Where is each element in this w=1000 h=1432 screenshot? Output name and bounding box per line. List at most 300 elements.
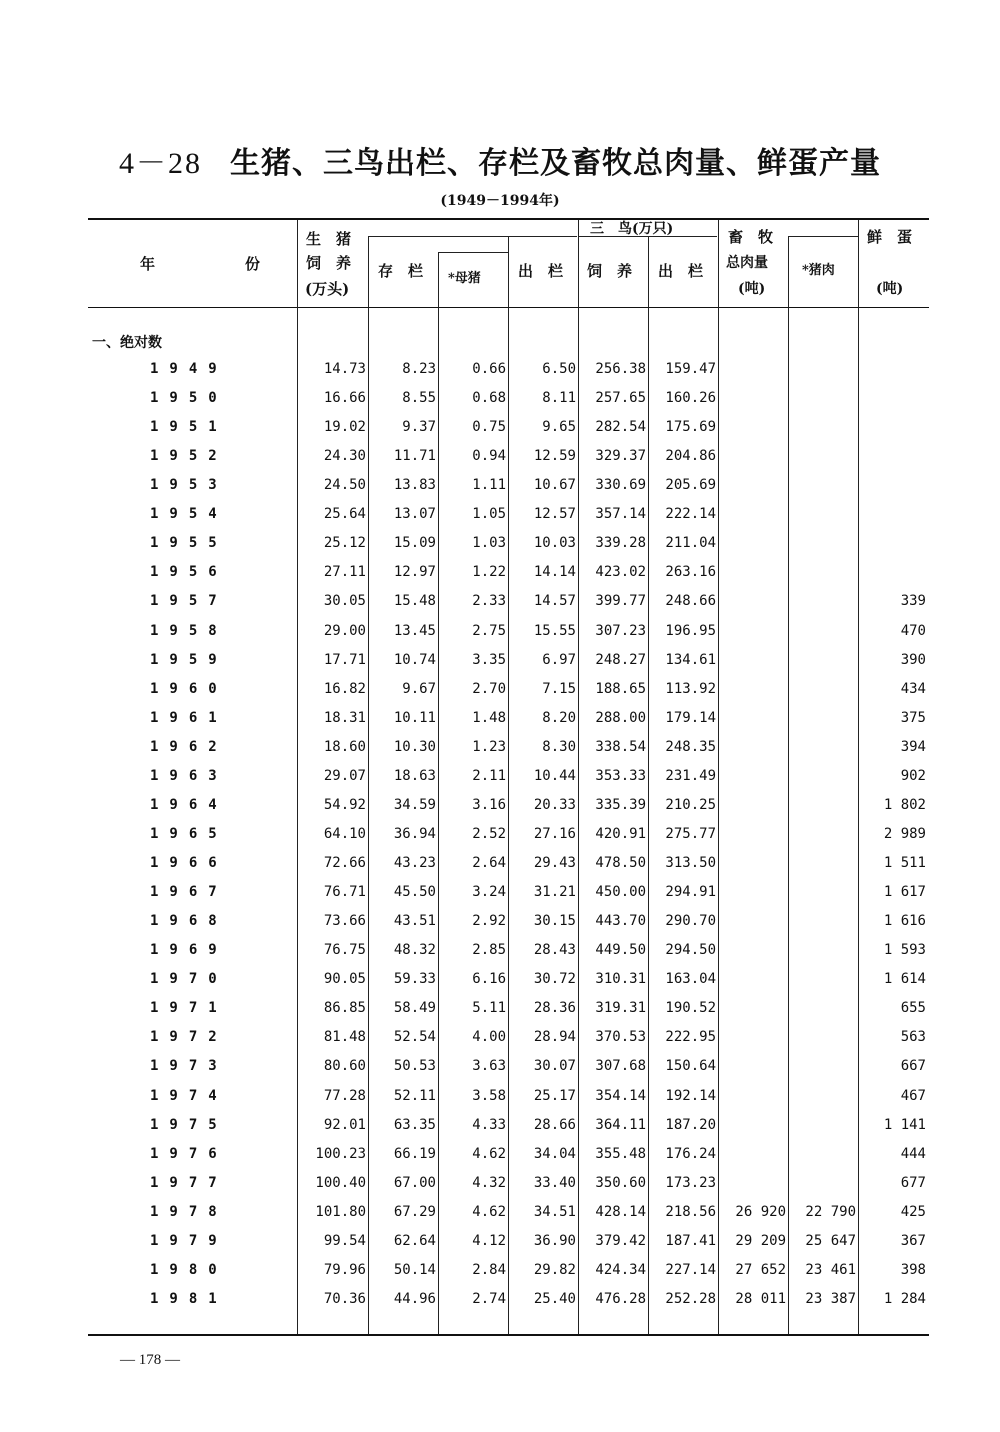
cell-egg: 390	[900, 652, 926, 668]
cell-bird-out: 248.35	[665, 739, 716, 755]
table-row	[0, 797, 1000, 826]
row-year: 1966	[150, 855, 228, 871]
table-row	[0, 593, 1000, 622]
cell-pig-feed: 70.36	[323, 1291, 366, 1307]
table-number: 4－28	[119, 147, 202, 180]
cell-sow: 2.52	[472, 826, 506, 842]
row-year: 1971	[150, 1000, 228, 1016]
cell-bird-feed: 450.00	[595, 884, 646, 900]
cell-pig-feed: 79.96	[323, 1262, 366, 1278]
cell-pig-stock: 67.00	[393, 1175, 436, 1191]
cell-pig-stock: 52.11	[393, 1088, 436, 1104]
cell-pig-feed: 90.05	[323, 971, 366, 987]
row-year: 1978	[150, 1204, 228, 1220]
header-rule-pig-sub	[368, 236, 577, 237]
table-row	[0, 739, 1000, 768]
cell-sow: 4.33	[472, 1117, 506, 1133]
cell-bird-feed: 350.60	[595, 1175, 646, 1191]
cell-pig-feed: 100.23	[315, 1146, 366, 1162]
table-row	[0, 419, 1000, 448]
row-year: 1959	[150, 652, 228, 668]
cell-pig-out: 28.66	[533, 1117, 576, 1133]
row-year: 1981	[150, 1291, 228, 1307]
header-rule-meat-sub	[788, 236, 858, 237]
cell-pig-feed: 54.92	[323, 797, 366, 813]
header-egg: 鲜 蛋	[867, 228, 913, 246]
cell-sow: 2.64	[472, 855, 506, 871]
cell-pig-stock: 48.32	[393, 942, 436, 958]
cell-pig-stock: 15.48	[393, 593, 436, 609]
cell-egg: 1 614	[883, 971, 926, 987]
cell-sow: 2.85	[472, 942, 506, 958]
cell-bird-out: 176.24	[665, 1146, 716, 1162]
cell-sow: 3.16	[472, 797, 506, 813]
cell-egg: 677	[900, 1175, 926, 1191]
row-year: 1979	[150, 1233, 228, 1249]
cell-bird-out: 187.41	[665, 1233, 716, 1249]
table-title: 生猪、三鸟出栏、存栏及畜牧总肉量、鲜蛋产量	[230, 146, 881, 181]
header-pig-stock: 存 栏	[378, 262, 424, 280]
cell-sow: 3.24	[472, 884, 506, 900]
cell-pork: 25 647	[805, 1233, 856, 1249]
year-range: (1949－1994年)	[440, 193, 560, 209]
table-row	[0, 1088, 1000, 1117]
cell-pig-out: 27.16	[533, 826, 576, 842]
row-year: 1952	[150, 448, 228, 464]
cell-sow: 1.05	[472, 506, 506, 522]
cell-bird-feed: 282.54	[595, 419, 646, 435]
cell-bird-feed: 355.48	[595, 1146, 646, 1162]
table-row	[0, 1058, 1000, 1087]
cell-pig-stock: 36.94	[393, 826, 436, 842]
cell-egg: 1 616	[883, 913, 926, 929]
table-row	[0, 1291, 1000, 1320]
cell-pig-feed: 100.40	[315, 1175, 366, 1191]
header-year: 年 份	[140, 255, 261, 273]
table-row	[0, 535, 1000, 564]
cell-pig-feed: 80.60	[323, 1058, 366, 1074]
cell-egg: 444	[900, 1146, 926, 1162]
table-row	[0, 971, 1000, 1000]
cell-bird-feed: 354.14	[595, 1088, 646, 1104]
row-year: 1968	[150, 913, 228, 929]
cell-pig-out: 29.82	[533, 1262, 576, 1278]
cell-bird-out: 218.56	[665, 1204, 716, 1220]
cell-egg: 1 802	[883, 797, 926, 813]
cell-pig-stock: 18.63	[393, 768, 436, 784]
cell-pig-out: 12.59	[533, 448, 576, 464]
cell-bird-feed: 364.11	[595, 1117, 646, 1133]
cell-pig-out: 28.43	[533, 942, 576, 958]
table-row	[0, 942, 1000, 971]
cell-bird-out: 222.95	[665, 1029, 716, 1045]
row-year: 1958	[150, 623, 228, 639]
header-pig-feed: 饲 养	[306, 254, 352, 272]
cell-bird-feed: 424.34	[595, 1262, 646, 1278]
cell-pig-out: 6.97	[542, 652, 576, 668]
cell-pig-out: 33.40	[533, 1175, 576, 1191]
row-year: 1967	[150, 884, 228, 900]
cell-pig-stock: 9.67	[402, 681, 436, 697]
cell-pig-stock: 43.23	[393, 855, 436, 871]
page-title	[0, 138, 1000, 182]
table-row	[0, 390, 1000, 419]
cell-pig-out: 28.36	[533, 1000, 576, 1016]
row-year: 1953	[150, 477, 228, 493]
cell-bird-feed: 423.02	[595, 564, 646, 580]
cell-bird-out: 179.14	[665, 710, 716, 726]
row-year: 1977	[150, 1175, 228, 1191]
cell-sow: 3.63	[472, 1058, 506, 1074]
cell-pig-feed: 24.30	[323, 448, 366, 464]
cell-egg: 1 617	[883, 884, 926, 900]
header-bird-group: 三 鸟(万只)	[590, 221, 674, 237]
cell-egg: 655	[900, 1000, 926, 1016]
cell-bird-feed: 370.53	[595, 1029, 646, 1045]
cell-pig-out: 36.90	[533, 1233, 576, 1249]
cell-bird-out: 163.04	[665, 971, 716, 987]
cell-pig-out: 7.15	[542, 681, 576, 697]
cell-pig-feed: 86.85	[323, 1000, 366, 1016]
cell-pig-feed: 81.48	[323, 1029, 366, 1045]
header-pig-out: 出 栏	[518, 262, 564, 280]
cell-pig-stock: 9.37	[402, 419, 436, 435]
cell-bird-out: 192.14	[665, 1088, 716, 1104]
cell-pig-out: 6.50	[542, 361, 576, 377]
cell-pig-out: 8.11	[542, 390, 576, 406]
header-meat: 畜 牧	[728, 228, 774, 246]
cell-pig-stock: 50.14	[393, 1262, 436, 1278]
cell-bird-out: 210.25	[665, 797, 716, 813]
cell-bird-out: 263.16	[665, 564, 716, 580]
header-meat-total: 总肉量	[726, 255, 768, 271]
cell-pig-feed: 25.64	[323, 506, 366, 522]
table-row	[0, 652, 1000, 681]
cell-pig-stock: 13.83	[393, 477, 436, 493]
cell-bird-out: 313.50	[665, 855, 716, 871]
cell-pig-feed: 92.01	[323, 1117, 366, 1133]
cell-pig-stock: 8.55	[402, 390, 436, 406]
cell-bird-feed: 449.50	[595, 942, 646, 958]
cell-pig-stock: 50.53	[393, 1058, 436, 1074]
cell-sow: 4.62	[472, 1204, 506, 1220]
cell-bird-out: 134.61	[665, 652, 716, 668]
table-row	[0, 681, 1000, 710]
table-row	[0, 1146, 1000, 1175]
cell-pig-feed: 17.71	[323, 652, 366, 668]
cell-bird-out: 248.66	[665, 593, 716, 609]
row-year: 1954	[150, 506, 228, 522]
cell-bird-out: 150.64	[665, 1058, 716, 1074]
cell-bird-out: 196.95	[665, 623, 716, 639]
cell-sow: 5.11	[472, 1000, 506, 1016]
top-rule	[88, 218, 929, 220]
cell-bird-feed: 248.27	[595, 652, 646, 668]
row-year: 1951	[150, 419, 228, 435]
cell-bird-feed: 257.65	[595, 390, 646, 406]
cell-sow: 3.35	[472, 652, 506, 668]
cell-bird-feed: 420.91	[595, 826, 646, 842]
cell-pig-feed: 30.05	[323, 593, 366, 609]
cell-sow: 2.33	[472, 593, 506, 609]
row-year: 1976	[150, 1146, 228, 1162]
cell-pig-stock: 66.19	[393, 1146, 436, 1162]
bottom-rule	[88, 1334, 929, 1336]
row-year: 1955	[150, 535, 228, 551]
cell-sow: 1.03	[472, 535, 506, 551]
cell-sow: 2.70	[472, 681, 506, 697]
cell-bird-feed: 476.28	[595, 1291, 646, 1307]
cell-pig-out: 30.15	[533, 913, 576, 929]
cell-pig-stock: 34.59	[393, 797, 436, 813]
cell-pig-feed: 16.66	[323, 390, 366, 406]
cell-pig-feed: 77.28	[323, 1088, 366, 1104]
cell-pig-out: 30.72	[533, 971, 576, 987]
row-year: 1980	[150, 1262, 228, 1278]
cell-pig-feed: 14.73	[323, 361, 366, 377]
cell-pig-out: 9.65	[542, 419, 576, 435]
cell-pig-stock: 52.54	[393, 1029, 436, 1045]
table-row	[0, 1175, 1000, 1204]
cell-pig-feed: 18.31	[323, 710, 366, 726]
cell-bird-feed: 399.77	[595, 593, 646, 609]
cell-bird-out: 227.14	[665, 1262, 716, 1278]
cell-egg: 1 141	[883, 1117, 926, 1133]
cell-bird-out: 222.14	[665, 506, 716, 522]
header-rule-sow-box	[438, 252, 508, 253]
cell-pig-out: 10.03	[533, 535, 576, 551]
cell-pig-stock: 10.74	[393, 652, 436, 668]
cell-egg: 375	[900, 710, 926, 726]
row-year: 1972	[150, 1029, 228, 1045]
row-year: 1957	[150, 593, 228, 609]
row-year: 1961	[150, 710, 228, 726]
cell-pig-out: 10.44	[533, 768, 576, 784]
table-row	[0, 826, 1000, 855]
cell-bird-feed: 428.14	[595, 1204, 646, 1220]
cell-sow: 6.16	[472, 971, 506, 987]
cell-sow: 4.12	[472, 1233, 506, 1249]
table-row	[0, 1262, 1000, 1291]
row-year: 1960	[150, 681, 228, 697]
cell-egg: 563	[900, 1029, 926, 1045]
cell-pig-feed: 19.02	[323, 419, 366, 435]
cell-egg: 367	[900, 1233, 926, 1249]
cell-sow: 1.48	[472, 710, 506, 726]
cell-pig-stock: 45.50	[393, 884, 436, 900]
cell-pig-stock: 15.09	[393, 535, 436, 551]
cell-bird-out: 211.04	[665, 535, 716, 551]
table-row	[0, 855, 1000, 884]
cell-egg: 1 593	[883, 942, 926, 958]
table-row	[0, 884, 1000, 913]
cell-egg: 467	[900, 1088, 926, 1104]
cell-bird-feed: 379.42	[595, 1233, 646, 1249]
cell-sow: 1.22	[472, 564, 506, 580]
cell-bird-feed: 357.14	[595, 506, 646, 522]
table-row	[0, 477, 1000, 506]
cell-bird-feed: 338.54	[595, 739, 646, 755]
table-row	[0, 1233, 1000, 1262]
cell-pig-feed: 76.75	[323, 942, 366, 958]
cell-pig-feed: 64.10	[323, 826, 366, 842]
table-row	[0, 623, 1000, 652]
cell-sow: 4.62	[472, 1146, 506, 1162]
cell-bird-feed: 443.70	[595, 913, 646, 929]
cell-sow: 0.75	[472, 419, 506, 435]
cell-egg: 425	[900, 1204, 926, 1220]
table-row	[0, 710, 1000, 739]
header-bird-feed: 饲 养	[587, 262, 633, 280]
cell-bird-out: 294.50	[665, 942, 716, 958]
cell-pig-stock: 62.64	[393, 1233, 436, 1249]
row-year: 1973	[150, 1058, 228, 1074]
cell-bird-out: 275.77	[665, 826, 716, 842]
cell-egg: 2 989	[883, 826, 926, 842]
cell-pig-feed: 73.66	[323, 913, 366, 929]
section-label: 一、绝对数	[92, 335, 162, 351]
cell-pig-feed: 29.00	[323, 623, 366, 639]
cell-bird-feed: 319.31	[595, 1000, 646, 1016]
table-row	[0, 1117, 1000, 1146]
cell-bird-out: 160.26	[665, 390, 716, 406]
cell-bird-out: 190.52	[665, 1000, 716, 1016]
cell-bird-out: 159.47	[665, 361, 716, 377]
cell-pig-out: 10.67	[533, 477, 576, 493]
cell-pig-feed: 27.11	[323, 564, 366, 580]
cell-bird-feed: 329.37	[595, 448, 646, 464]
cell-pig-stock: 13.07	[393, 506, 436, 522]
cell-bird-out: 231.49	[665, 768, 716, 784]
cell-pig-stock: 58.49	[393, 1000, 436, 1016]
cell-pig-stock: 59.33	[393, 971, 436, 987]
cell-pig-feed: 18.60	[323, 739, 366, 755]
cell-pig-stock: 12.97	[393, 564, 436, 580]
cell-sow: 4.00	[472, 1029, 506, 1045]
cell-pig-out: 34.51	[533, 1204, 576, 1220]
cell-pig-out: 31.21	[533, 884, 576, 900]
cell-bird-out: 294.91	[665, 884, 716, 900]
table-row	[0, 1000, 1000, 1029]
header-meat-unit: (吨)	[738, 281, 766, 297]
row-year: 1969	[150, 942, 228, 958]
cell-pig-stock: 11.71	[393, 448, 436, 464]
cell-pig-stock: 8.23	[402, 361, 436, 377]
cell-pig-out: 25.17	[533, 1088, 576, 1104]
table-row	[0, 448, 1000, 477]
cell-egg: 470	[900, 623, 926, 639]
cell-bird-feed: 188.65	[595, 681, 646, 697]
cell-egg: 902	[900, 768, 926, 784]
cell-pork: 23 461	[805, 1262, 856, 1278]
table-row	[0, 768, 1000, 797]
cell-pig-stock: 44.96	[393, 1291, 436, 1307]
cell-pig-feed: 16.82	[323, 681, 366, 697]
cell-meat: 27 652	[735, 1262, 786, 1278]
header-sow: *母猪	[448, 271, 481, 286]
cell-pig-stock: 43.51	[393, 913, 436, 929]
cell-pig-stock: 67.29	[393, 1204, 436, 1220]
cell-bird-out: 173.23	[665, 1175, 716, 1191]
cell-pig-stock: 10.11	[393, 710, 436, 726]
cell-pig-out: 8.30	[542, 739, 576, 755]
row-year: 1975	[150, 1117, 228, 1133]
cell-sow: 2.74	[472, 1291, 506, 1307]
cell-bird-feed: 288.00	[595, 710, 646, 726]
cell-pig-stock: 10.30	[393, 739, 436, 755]
cell-pig-out: 29.43	[533, 855, 576, 871]
cell-pig-feed: 25.12	[323, 535, 366, 551]
cell-pig-feed: 24.50	[323, 477, 366, 493]
cell-bird-feed: 307.68	[595, 1058, 646, 1074]
cell-bird-feed: 335.39	[595, 797, 646, 813]
cell-pig-out: 28.94	[533, 1029, 576, 1045]
cell-pig-out: 34.04	[533, 1146, 576, 1162]
cell-pig-out: 30.07	[533, 1058, 576, 1074]
cell-egg: 339	[900, 593, 926, 609]
row-year: 1950	[150, 390, 228, 406]
cell-sow: 0.66	[472, 361, 506, 377]
cell-pig-feed: 72.66	[323, 855, 366, 871]
cell-meat: 26 920	[735, 1204, 786, 1220]
cell-pig-out: 15.55	[533, 623, 576, 639]
cell-bird-feed: 256.38	[595, 361, 646, 377]
row-year: 1970	[150, 971, 228, 987]
cell-sow: 2.11	[472, 768, 506, 784]
cell-bird-feed: 353.33	[595, 768, 646, 784]
cell-pig-stock: 13.45	[393, 623, 436, 639]
cell-bird-feed: 330.69	[595, 477, 646, 493]
row-year: 1965	[150, 826, 228, 842]
cell-bird-out: 205.69	[665, 477, 716, 493]
cell-bird-feed: 339.28	[595, 535, 646, 551]
cell-bird-feed: 310.31	[595, 971, 646, 987]
row-year: 1962	[150, 739, 228, 755]
cell-sow: 4.32	[472, 1175, 506, 1191]
table-row	[0, 1204, 1000, 1233]
page-number: — 178 —	[120, 1352, 180, 1368]
cell-bird-feed: 307.23	[595, 623, 646, 639]
table-row	[0, 361, 1000, 390]
header-pork: *猪肉	[802, 263, 835, 278]
table-row	[0, 913, 1000, 942]
cell-pork: 22 790	[805, 1204, 856, 1220]
cell-sow: 1.11	[472, 477, 506, 493]
cell-bird-out: 252.28	[665, 1291, 716, 1307]
cell-egg: 1 284	[883, 1291, 926, 1307]
cell-pig-feed: 76.71	[323, 884, 366, 900]
cell-bird-out: 290.70	[665, 913, 716, 929]
cell-sow: 2.92	[472, 913, 506, 929]
table-row	[0, 564, 1000, 593]
header-bird-out: 出 栏	[658, 262, 704, 280]
cell-pig-feed: 99.54	[323, 1233, 366, 1249]
cell-pig-out: 8.20	[542, 710, 576, 726]
row-year: 1964	[150, 797, 228, 813]
cell-bird-out: 187.20	[665, 1117, 716, 1133]
row-year: 1956	[150, 564, 228, 580]
cell-sow: 0.68	[472, 390, 506, 406]
cell-pig-out: 25.40	[533, 1291, 576, 1307]
cell-sow: 2.84	[472, 1262, 506, 1278]
cell-bird-feed: 478.50	[595, 855, 646, 871]
cell-egg: 398	[900, 1262, 926, 1278]
cell-meat: 28 011	[735, 1291, 786, 1307]
table-row	[0, 1029, 1000, 1058]
row-year: 1974	[150, 1088, 228, 1104]
cell-pig-feed: 101.80	[315, 1204, 366, 1220]
header-pig-group: 生 猪	[306, 230, 352, 248]
